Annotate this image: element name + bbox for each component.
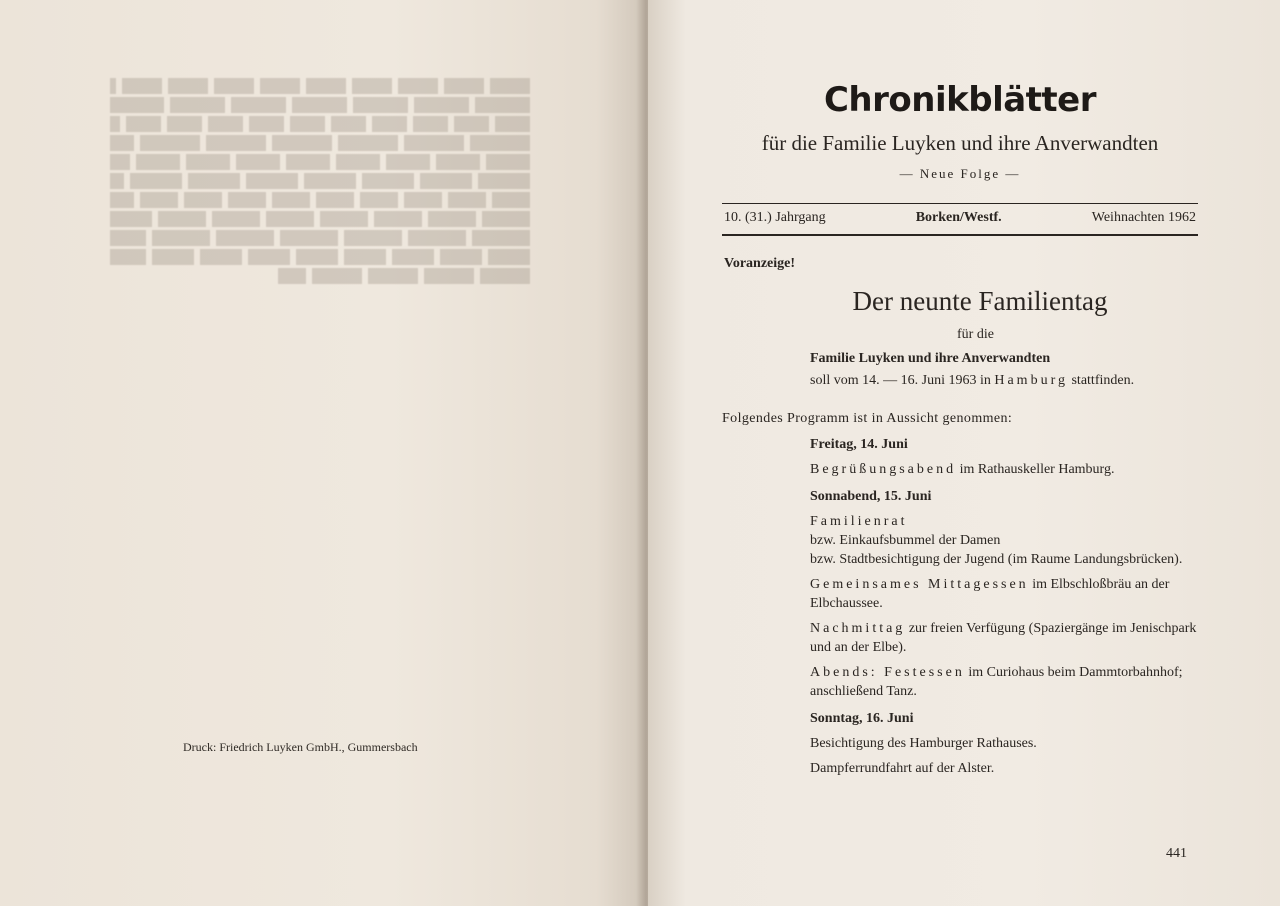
item-spaced-text: Familienrat bbox=[810, 514, 908, 529]
item-spaced-text: Begrüßungsabend bbox=[810, 462, 957, 477]
masthead bbox=[722, 76, 1198, 182]
announcement-for: für die bbox=[957, 327, 994, 342]
day-heading: Sonntag, 16. Juni bbox=[810, 711, 914, 726]
announcement-label: Voranzeige! bbox=[724, 256, 796, 271]
day-heading: Sonnabend, 15. Juni bbox=[810, 489, 932, 504]
top-rule bbox=[722, 203, 1198, 204]
volume-label: 10. (31.) Jahrgang bbox=[724, 210, 826, 225]
publication-subtitle: für die Familie Luyken und ihre Anverwandten bbox=[761, 131, 1159, 155]
place-label: Borken/Westf. bbox=[915, 210, 1002, 225]
issue-info-line bbox=[724, 210, 1196, 226]
item-text: bzw. Stadtbesichtigung der Jugend (im Raume Landungsbrücken). bbox=[810, 552, 1183, 567]
item-spaced-text: Nachmittag bbox=[810, 621, 906, 636]
page-number: 441 bbox=[1166, 846, 1187, 861]
programme-friday bbox=[722, 435, 1198, 479]
programme-sunday bbox=[722, 709, 1198, 778]
dates-suffix: stattfinden. bbox=[1067, 373, 1135, 388]
programme-item bbox=[810, 460, 1198, 479]
item-text: bzw. Einkaufsbummel der Damen bbox=[810, 533, 1001, 548]
item-text: im Elbschloßbräu an der Elbchaussee. bbox=[810, 577, 1170, 611]
item-text: im Curiohaus beim Dammtorbahnhof; anschließend Tanz. bbox=[810, 665, 1183, 699]
programme-item bbox=[810, 619, 1198, 657]
programme-item bbox=[810, 575, 1198, 613]
item-text: zur freien Verfügung (Spaziergänge im Jenischpark und an der Elbe). bbox=[810, 621, 1197, 655]
publication-title: Chronikblätter bbox=[823, 80, 1097, 120]
announcement-title: Der neunte Familientag bbox=[852, 286, 1108, 316]
article-body bbox=[722, 250, 1198, 778]
show-through-text bbox=[110, 78, 530, 338]
item-spaced-text: Gemeinsames Mittagessen bbox=[810, 577, 1029, 592]
series-label: — Neue Folge — bbox=[899, 166, 1021, 181]
programme-item: Besichtigung des Hamburger Rathauses. bbox=[810, 736, 1037, 751]
day-heading: Freitag, 14. Juni bbox=[810, 437, 908, 452]
programme-item bbox=[810, 663, 1198, 701]
announcement-dates bbox=[722, 373, 1198, 389]
programme-intro: Folgendes Programm ist in Aussicht genommen: bbox=[722, 411, 1013, 426]
dates-city: Hamburg bbox=[994, 373, 1068, 388]
programme-saturday bbox=[722, 487, 1198, 701]
item-text: im Rathauskeller Hamburg. bbox=[956, 462, 1115, 477]
edition-label: Weihnachten 1962 bbox=[1091, 210, 1196, 225]
bottom-rule bbox=[722, 234, 1198, 236]
item-spaced-text: Abends: Festessen bbox=[810, 665, 965, 680]
programme-item bbox=[810, 512, 1198, 569]
dates-prefix: soll vom 14. — 16. Juni 1963 in bbox=[810, 373, 995, 388]
printer-imprint: Druck: Friedrich Luyken GmbH., Gummersbach bbox=[183, 740, 418, 754]
programme-item: Dampferrundfahrt auf der Alster. bbox=[810, 761, 995, 776]
announcement-family: Familie Luyken und ihre Anverwandten bbox=[810, 351, 1051, 366]
